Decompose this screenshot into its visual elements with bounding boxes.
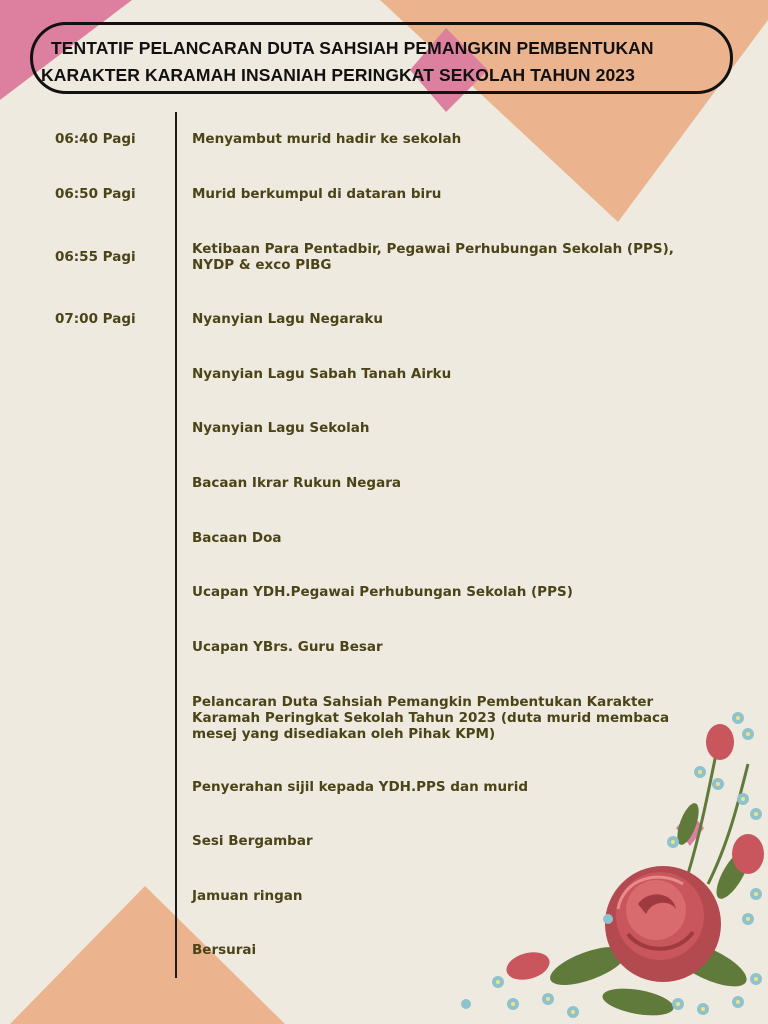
schedule-time: 06:50 Pagi [55, 186, 136, 202]
schedule-item: Nyanyian Lagu Sabah Tanah Airku [192, 366, 452, 382]
schedule-item: Ucapan YDH.Pegawai Perhubungan Sekolah (PPS) [192, 584, 573, 600]
title-line-2: KARAKTER KARAMAH INSANIAH PERINGKAT SEKOLAH TAHUN 2023 [41, 65, 635, 85]
schedule-item: Menyambut murid hadir ke sekolah [192, 131, 462, 147]
schedule-item: Bersurai [192, 942, 257, 958]
schedule-item: Bacaan Ikrar Rukun Negara [192, 475, 401, 491]
schedule-time: 06:40 Pagi [55, 131, 136, 147]
schedule-item: Jamuan ringan [192, 888, 303, 904]
schedule-item: Murid berkumpul di dataran biru [192, 186, 442, 202]
schedule-item: Penyerahan sijil kepada YDH.PPS dan murid [192, 779, 529, 795]
schedule-item: Ucapan YBrs. Guru Besar [192, 639, 383, 655]
schedule-time: 06:55 Pagi [55, 249, 136, 265]
schedule-item: Nyanyian Lagu Negaraku [192, 311, 383, 327]
schedule-item: Bacaan Doa [192, 530, 282, 546]
schedule-item: Pelancaran Duta Sahsiah Pemangkin Pembentukan Karakter Karamah Peringkat Sekolah Tahun 2023 (duta murid membaca mesej yang disediakan oleh Pihak KPM) [192, 694, 670, 742]
rose-flower-decoration [438, 704, 768, 1024]
schedule-item: Ketibaan Para Pentadbir, Pegawai Perhubungan Sekolah (PPS), NYDP & exco PIBG [192, 241, 674, 273]
title-box [30, 22, 733, 94]
schedule-time: 07:00 Pagi [55, 311, 136, 327]
schedule-item: Nyanyian Lagu Sekolah [192, 420, 370, 436]
schedule-item: Sesi Bergambar [192, 833, 313, 849]
title-line-1: TENTATIF PELANCARAN DUTA SAHSIAH PEMANGKIN PEMBENTUKAN [51, 38, 654, 58]
schedule-divider [175, 112, 177, 978]
